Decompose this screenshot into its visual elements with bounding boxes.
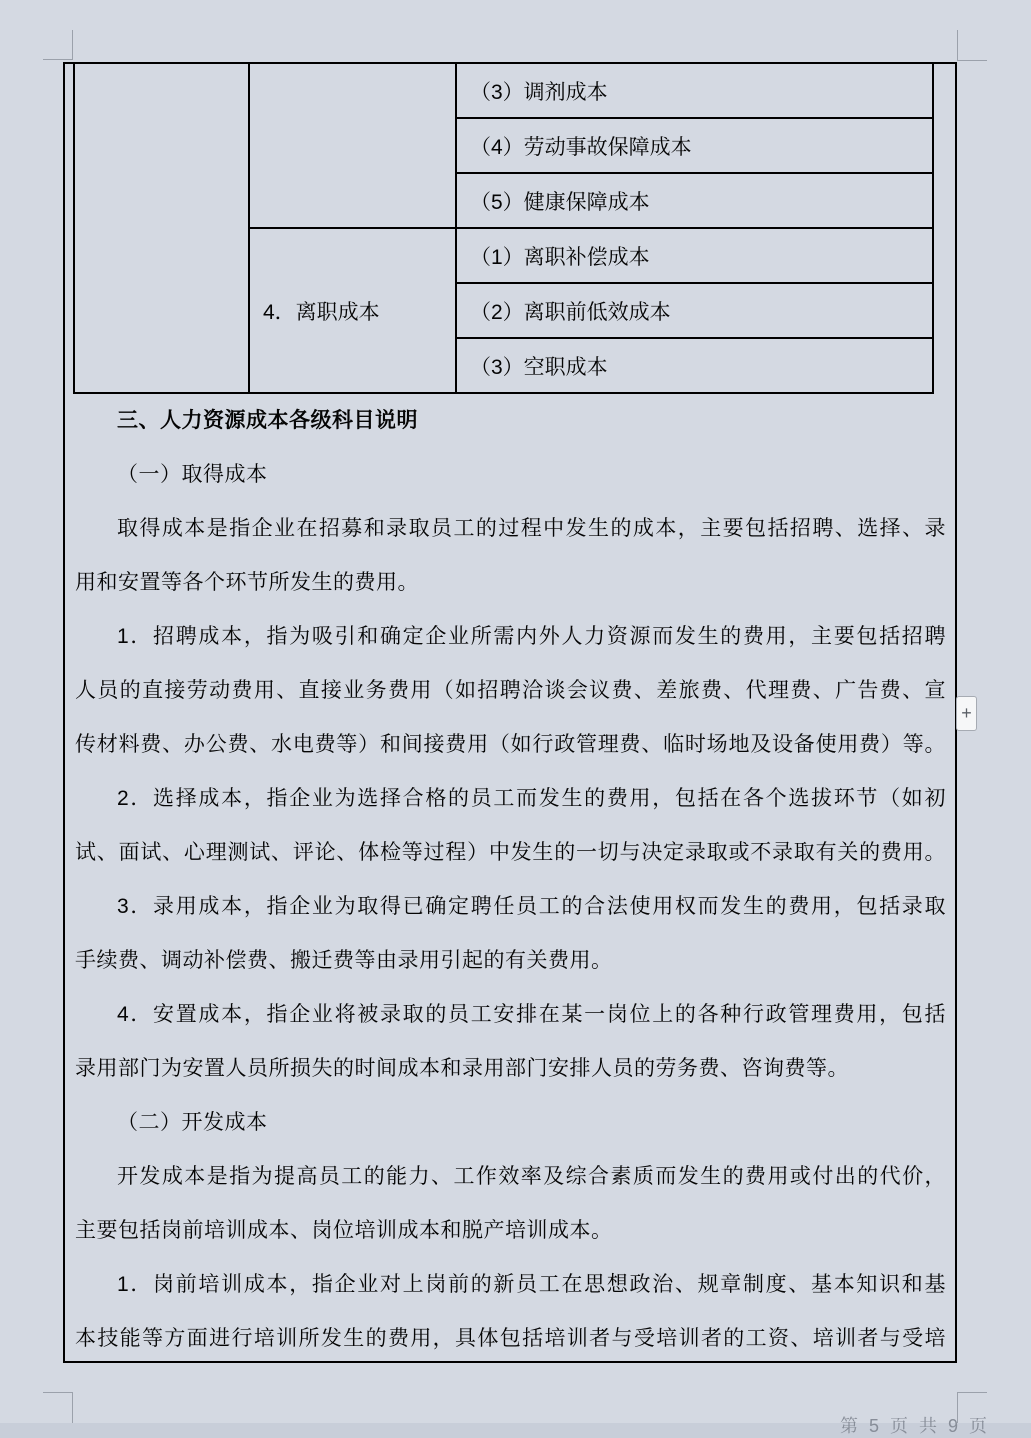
subsection-heading: （一）取得成本 bbox=[117, 463, 268, 486]
page-footer: 第 5 页 共 9 页 bbox=[840, 1416, 991, 1436]
hr-cost-table bbox=[73, 62, 934, 394]
paragraph-line: 本技能等方面进行培训所发生的费用，具体包括培训者与受培训者的工资、培训者与受培 bbox=[75, 1327, 946, 1350]
document-body bbox=[75, 394, 946, 1366]
table-cell: （3）空职成本 bbox=[456, 338, 933, 393]
margin-mark-top-right bbox=[957, 30, 987, 61]
paragraph-line: 开发成本是指为提高员工的能力、工作效率及综合素质而发生的费用或付出的代价， bbox=[117, 1165, 946, 1188]
insert-plus-button[interactable] bbox=[956, 696, 977, 731]
table-cell: （5）健康保障成本 bbox=[456, 173, 933, 228]
paragraph-line: 传材料费、办公费、水电费等）和间接费用（如行政管理费、临时场地及设备使用费）等。 bbox=[75, 733, 946, 756]
paragraph-line: 人员的直接劳动费用、直接业务费用（如招聘洽谈会议费、差旅费、代理费、广告费、宣 bbox=[75, 679, 946, 702]
paragraph-line: 取得成本是指企业在招募和录取员工的过程中发生的成本，主要包括招聘、选择、录 bbox=[117, 517, 946, 540]
subsection-heading: （二）开发成本 bbox=[117, 1111, 268, 1134]
table-cell: （1）离职补偿成本 bbox=[456, 228, 933, 283]
table-cell-group1-label bbox=[249, 63, 456, 228]
paragraph-line: 1．招聘成本，指为吸引和确定企业所需内外人力资源而发生的费用，主要包括招聘 bbox=[117, 625, 946, 648]
margin-mark-bottom-left bbox=[43, 1392, 73, 1423]
table-cell: （2）离职前低效成本 bbox=[456, 283, 933, 338]
paragraph-line: 手续费、调动补偿费、搬迁费等由录用引起的有关费用。 bbox=[75, 949, 613, 972]
paragraph-line: 3．录用成本，指企业为取得已确定聘任员工的合法使用权而发生的费用，包括录取 bbox=[117, 895, 946, 918]
paragraph-line: 用和安置等各个环节所发生的费用。 bbox=[75, 571, 419, 594]
table-cell: （4）劳动事故保障成本 bbox=[456, 118, 933, 173]
paragraph-line: 4．安置成本，指企业将被录取的员工安排在某一岗位上的各种行政管理费用，包括 bbox=[117, 1003, 946, 1026]
paragraph-line: 录用部门为安置人员所损失的时间成本和录用部门安排人员的劳务费、咨询费等。 bbox=[75, 1057, 849, 1080]
table-cell: （3）调剂成本 bbox=[456, 63, 933, 118]
table-cell-left-empty bbox=[74, 63, 249, 393]
paragraph-line: 试、面试、心理测试、评论、体检等过程）中发生的一切与决定录取或不录取有关的费用。 bbox=[75, 841, 946, 864]
paragraph-line: 主要包括岗前培训成本、岗位培训成本和脱产培训成本。 bbox=[75, 1219, 613, 1242]
paragraph-line: 2．选择成本，指企业为选择合格的员工而发生的费用，包括在各个选拔环节（如初 bbox=[117, 787, 946, 810]
paragraph-line: 1．岗前培训成本，指企业对上岗前的新员工在思想政治、规章制度、基本知识和基 bbox=[117, 1273, 946, 1296]
table-row bbox=[74, 63, 933, 118]
plus-icon: + bbox=[961, 703, 972, 723]
table-cell-group2-label: 4．离职成本 bbox=[249, 228, 456, 393]
margin-mark-top-left bbox=[43, 30, 73, 60]
section-heading: 三、人力资源成本各级科目说明 bbox=[117, 409, 418, 432]
